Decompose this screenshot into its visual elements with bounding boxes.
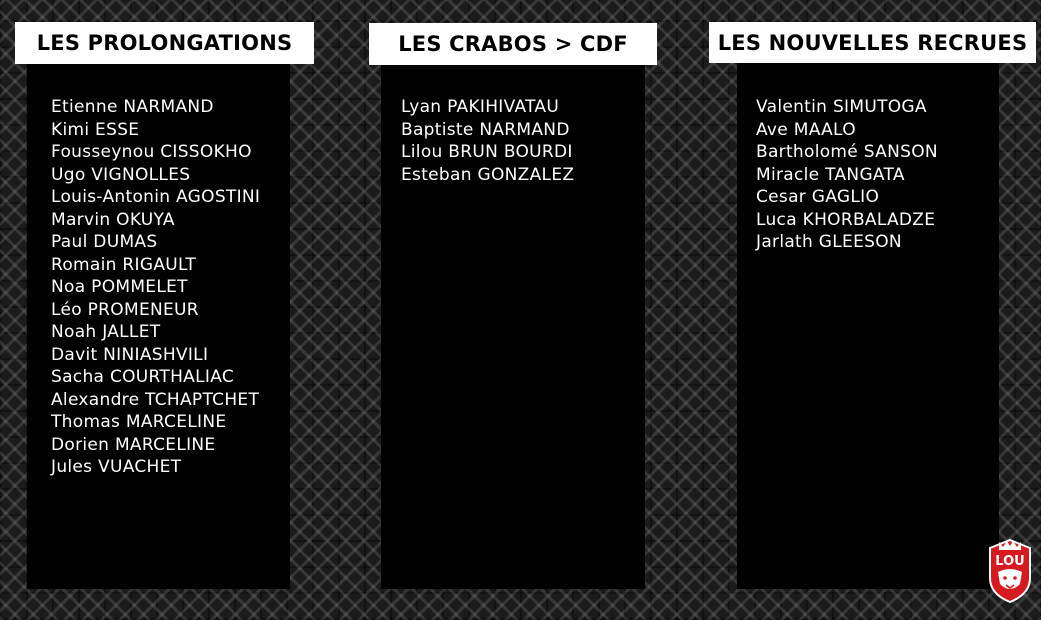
list-item: Valentin SIMUTOGA (756, 97, 927, 117)
list-item: Fousseynou CISSOKHO (51, 142, 252, 162)
list-item: Lilou BRUN BOURDI (401, 142, 573, 162)
list-item: Paul DUMAS (51, 232, 158, 252)
list-item: Baptiste NARMAND (401, 119, 570, 140)
list-item: Alexandre TCHAPTCHET (51, 389, 260, 410)
list-item: Sacha COURTHALIAC (51, 367, 235, 387)
list-prolongations (51, 96, 260, 479)
header-prolongations: LES PROLONGATIONS (15, 22, 314, 64)
list-item: Romain RIGAULT (51, 254, 197, 275)
list-crabos (401, 96, 574, 186)
list-item: Cesar GAGLIO (756, 187, 880, 207)
list-item: Jules VUACHET (51, 457, 182, 477)
lou-rugby-lion-crest-icon (987, 538, 1033, 604)
list-item: Lyan PAKIHIVATAU (401, 97, 560, 117)
list-item: Bartholomé SANSON (756, 142, 938, 162)
list-item: Ave MAALO (756, 119, 856, 140)
list-nouvelles-recrues (756, 96, 938, 254)
list-item: Esteban GONZALEZ (401, 164, 575, 185)
list-item: Louis-Antonin AGOSTINI (51, 187, 261, 207)
list-item: Jarlath GLEESON (756, 232, 902, 252)
list-item: Luca KHORBALADZE (756, 209, 936, 230)
list-item: Etienne NARMAND (51, 97, 214, 117)
list-item: Davit NINIASHVILI (51, 344, 209, 365)
list-item: Noah JALLET (51, 322, 161, 342)
list-item: Léo PROMENEUR (51, 299, 199, 320)
list-item: Noa POMMELET (51, 277, 188, 297)
list-item: Miracle TANGATA (756, 164, 905, 185)
list-item: Dorien MARCELINE (51, 434, 216, 455)
list-item: Ugo VIGNOLLES (51, 164, 191, 185)
list-item: Kimi ESSE (51, 119, 140, 140)
logo-text: LOU (995, 554, 1025, 569)
header-crabos: LES CRABOS > CDF (369, 23, 657, 65)
list-item: Thomas MARCELINE (51, 412, 227, 432)
list-item: Marvin OKUYA (51, 209, 175, 230)
header-nouvelles-recrues: LES NOUVELLES RECRUES (709, 22, 1036, 63)
